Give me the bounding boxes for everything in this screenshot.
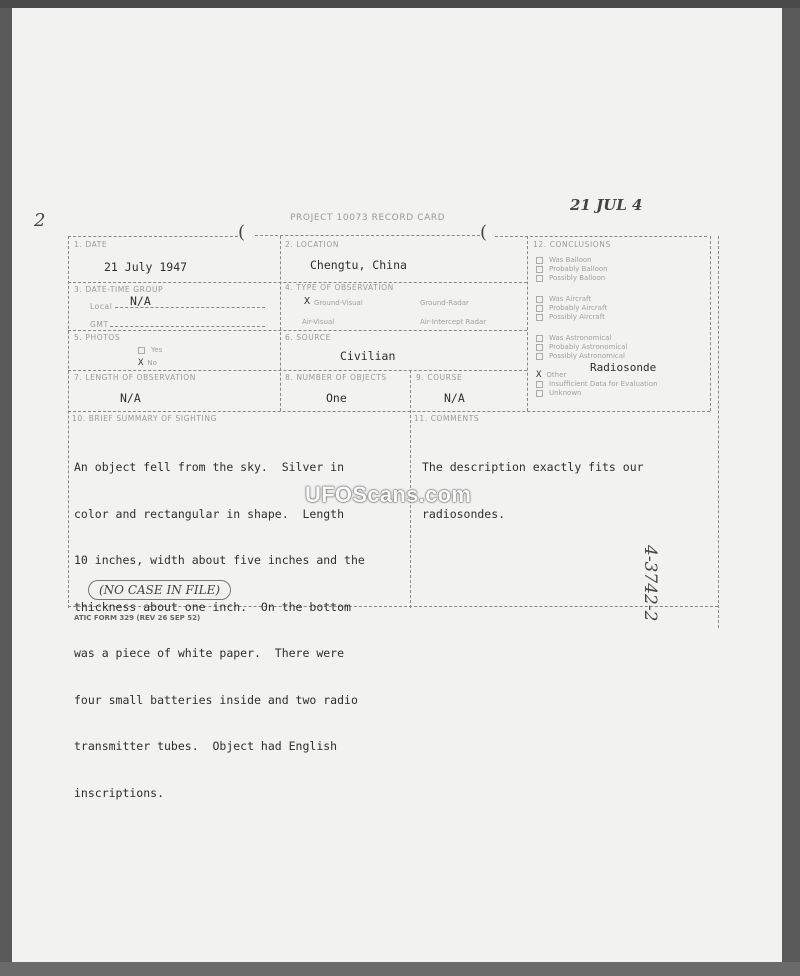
photos-yes-box — [138, 347, 145, 354]
conclusion-item — [536, 265, 608, 274]
type-obs-ground-radar: Ground-Radar — [420, 299, 469, 307]
paren-left: ( — [238, 222, 246, 243]
checkbox — [536, 353, 543, 360]
top-border-left — [68, 236, 238, 237]
conclusion-item — [536, 380, 658, 389]
conclusion-item — [536, 334, 627, 343]
conclusion-text: Was Astronomical — [549, 334, 612, 342]
checkbox — [536, 305, 543, 312]
photos-no-mark: X — [138, 358, 144, 368]
checkbox — [536, 344, 543, 351]
other-mark: X — [536, 370, 542, 380]
date-value: 21 July 1947 — [104, 260, 188, 274]
source-value: Civilian — [340, 349, 396, 363]
conclusion-text: Probably Aircraft — [549, 304, 608, 312]
num-objects-value: One — [326, 391, 347, 405]
summary-line: was a piece of white paper. There were — [74, 646, 345, 660]
conclusion-item-other — [536, 371, 658, 380]
conclusion-item — [536, 304, 607, 313]
conclusion-text: Other — [546, 371, 567, 379]
type-obs-ground-visual: Ground-Visual — [314, 299, 363, 307]
conclusion-text: Was Aircraft — [549, 295, 592, 303]
watermark: UFOScans.com — [305, 482, 472, 507]
summary-line: An object fell from the sky. Silver in — [74, 460, 345, 474]
conclusion-text: Possibly Balloon — [549, 274, 606, 282]
conclusions-group-balloon — [536, 256, 608, 283]
conclusion-text: Insufficient Data for Evaluation — [549, 380, 658, 388]
summary-label: 10. BRIEF SUMMARY OF SIGHTING — [72, 414, 217, 423]
conclusion-item — [536, 343, 627, 352]
photos-yes — [138, 346, 162, 354]
conclusion-item — [536, 256, 608, 265]
conclusion-text: Was Balloon — [549, 256, 592, 264]
summary-line: transmitter tubes. Object had English — [74, 739, 338, 753]
location-label: 2. LOCATION — [285, 240, 340, 249]
type-obs-air-visual: Air-Visual — [302, 318, 335, 326]
row-divider-3 — [68, 370, 527, 371]
summary-line: color and rectangular in shape. Length — [74, 506, 345, 521]
length-label: 7. LENGTH OF OBSERVATION — [74, 373, 196, 382]
checkbox — [536, 275, 543, 282]
conclusion-item — [536, 274, 608, 283]
dtg-value: N/A — [130, 294, 151, 308]
date-stamp: 21 JUL 4 — [570, 196, 643, 214]
comments-label: 11. COMMENTS — [414, 414, 480, 423]
checkbox — [536, 335, 543, 342]
num-objects-label: 8. NUMBER OF OBJECTS — [285, 373, 387, 382]
title-divider — [255, 235, 480, 236]
photos-no-label: No — [147, 359, 157, 367]
side-number: 4-3742-2 — [640, 545, 660, 622]
checkbox — [536, 390, 543, 397]
dtg-local-line — [115, 307, 265, 308]
dtg-gmt-line — [110, 326, 265, 327]
course-value: N/A — [444, 391, 465, 405]
row-divider-2 — [68, 330, 527, 331]
conclusions-group-other — [536, 371, 658, 398]
conclusion-text: Possibly Aircraft — [549, 313, 605, 321]
location-value: Chengtu, China — [310, 258, 407, 272]
checkbox — [536, 296, 543, 303]
paren-right: ( — [480, 222, 488, 243]
conclusion-item — [536, 313, 607, 322]
type-obs-check: X — [304, 296, 311, 307]
conclusions-group-astronomical — [536, 334, 627, 361]
photos-no — [138, 358, 157, 368]
dtg-local-label: Local — [90, 302, 113, 311]
photos-label: 5. PHOTOS — [74, 333, 121, 342]
conclusion-text: Probably Astronomical — [549, 343, 628, 351]
length-value: N/A — [120, 391, 141, 405]
checkbox — [536, 381, 543, 388]
form-id: ATIC FORM 329 (REV 26 SEP 52) — [74, 614, 201, 622]
row-divider-4 — [68, 411, 710, 412]
conclusions-group-aircraft — [536, 295, 607, 322]
card-title: PROJECT 10073 RECORD CARD — [290, 213, 446, 223]
conclusions-label: 12. CONCLUSIONS — [533, 240, 611, 249]
summary-line: inscriptions. — [74, 785, 165, 800]
checkbox — [536, 266, 543, 273]
conclusion-text: Possibly Astronomical — [549, 352, 626, 360]
comments-line: radiosondes. — [422, 506, 506, 521]
checkbox — [536, 314, 543, 321]
summary-line: thickness about one inch. On the bottom — [74, 599, 351, 614]
left-border — [68, 236, 69, 608]
conclusion-item — [536, 352, 627, 361]
course-label: 9. COURSE — [416, 373, 463, 382]
dtg-gmt-label: GMT — [90, 320, 109, 329]
col-divider-2 — [527, 236, 528, 411]
no-case-note: (NO CASE IN FILE) — [88, 580, 231, 600]
comments-line: The description exactly fits our — [422, 460, 644, 474]
checkbox — [536, 257, 543, 264]
dtg-label: 3. DATE-TIME GROUP — [74, 285, 164, 294]
date-label: 1. DATE — [74, 240, 108, 249]
source-label: 6. SOURCE — [285, 333, 331, 342]
conclusion-other-value: Radiosonde — [590, 361, 657, 374]
summary-line: four small batteries inside and two radio — [74, 692, 358, 707]
conclusion-item — [536, 389, 658, 398]
type-obs-label: 4. TYPE OF OBSERVATION — [285, 283, 394, 292]
photos-yes-label: Yes — [151, 346, 163, 354]
conclusion-item — [536, 295, 607, 304]
conclusion-text: Unknown — [549, 389, 582, 397]
summary-line: 10 inches, width about five inches and the — [74, 553, 365, 567]
outer-right-border — [718, 236, 719, 628]
right-border — [710, 236, 711, 411]
page-mark: 2 — [34, 210, 46, 231]
col-divider-1 — [280, 236, 281, 411]
type-obs-air-intercept: Air-Intercept Radar — [420, 318, 487, 326]
conclusion-text: Probably Balloon — [549, 265, 608, 273]
